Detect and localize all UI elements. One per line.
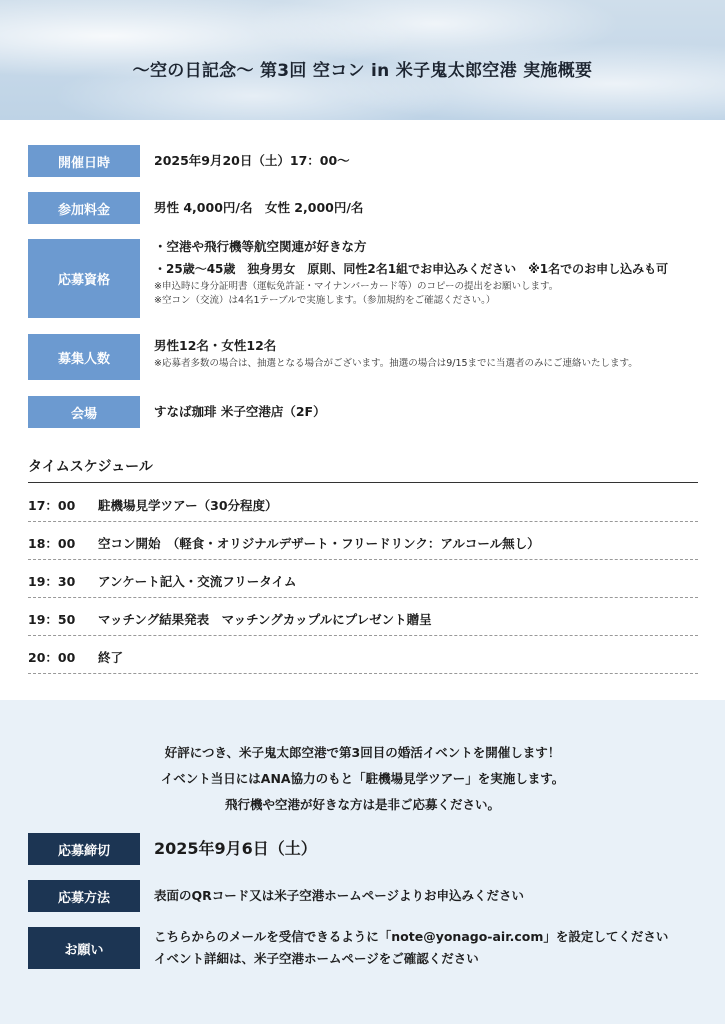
request-label: お願い <box>28 927 140 969</box>
intro-line-3: 飛行機や空港が好きな方は是非ご応募ください。 <box>224 797 500 812</box>
eligibility-value <box>154 236 668 308</box>
intro-line-2: イベント当日にはANA協力のもと「駐機場見学ツアー」を実施します。 <box>160 771 565 786</box>
schedule-time: 19：50 <box>28 612 76 627</box>
eligibility-note-1: ※申込時に身分証明書（運転免許証・マイナンバーカード等）のコピーの提出をお願いします。 <box>154 281 559 292</box>
eligibility-label: 応募資格 <box>28 239 140 318</box>
deadline-label: 応募締切 <box>28 833 140 865</box>
venue-text: すなば珈琲 米子空港店（2F） <box>154 404 326 419</box>
method-value <box>154 885 524 907</box>
capacity-text: 男性12名・女性12名 <box>154 338 277 353</box>
schedule-row <box>28 522 698 560</box>
capacity-label: 募集人数 <box>28 334 140 380</box>
info-row-capacity <box>28 334 698 380</box>
schedule-title: タイムスケジュール <box>28 459 153 475</box>
request-line-2: イベント詳細は、米子空港ホームページをご確認ください <box>154 951 479 966</box>
request-line-1: こちらからのメールを受信できるように「note@yonago-air.com」を設定してください <box>154 929 669 944</box>
request-value <box>154 926 668 970</box>
fee-label: 参加料金 <box>28 192 140 224</box>
fee-text: 男性 4,000円/名 女性 2,000円/名 <box>154 200 364 215</box>
fee-value <box>154 197 363 219</box>
venue-value <box>154 401 326 423</box>
eligibility-line-1: ・空港や飛行機等航空関連が好きな方 <box>154 239 367 254</box>
date-text: 2025年9月20日（土）17：00～ <box>154 153 350 168</box>
method-label: 応募方法 <box>28 880 140 912</box>
info-row-deadline <box>28 833 698 865</box>
schedule-time: 20：00 <box>28 650 76 665</box>
schedule-row <box>28 484 698 522</box>
intro-line-1: 好評につき、米子鬼太郎空港で第3回目の婚活イベントを開催します！ <box>164 745 561 760</box>
schedule-text: 空コン開始 （軽食・オリジナルデザート・フリードリンク：アルコール無し） <box>98 536 540 551</box>
info-row-fee <box>28 192 698 224</box>
schedule-time: 19：30 <box>28 574 76 589</box>
deadline-value <box>154 838 317 860</box>
schedule-divider <box>28 482 698 483</box>
info-row-eligibility <box>28 239 698 318</box>
schedule-text: 駐機場見学ツアー（30分程度） <box>98 498 278 513</box>
schedule-text: アンケート記入・交流フリータイム <box>98 574 297 589</box>
venue-label: 会場 <box>28 396 140 428</box>
schedule-time: 17：00 <box>28 498 76 513</box>
schedule-text: 終了 <box>98 650 124 665</box>
method-text: 表面のQRコード又は米子空港ホームページよりお申込みください <box>154 888 525 903</box>
capacity-note: ※応募者多数の場合は、抽選となる場合がございます。抽選の場合は9/15までに当選者のみにご連絡いたします。 <box>154 358 638 369</box>
page-title: ～空の日記念～ 第3回 空コン in 米子鬼太郎空港 実施概要 <box>132 61 593 81</box>
schedule-row <box>28 598 698 636</box>
header-banner <box>0 0 725 120</box>
capacity-value <box>154 335 638 371</box>
info-row-request <box>28 927 698 969</box>
info-row-date <box>28 145 698 177</box>
date-value <box>154 150 350 172</box>
info-row-method <box>28 880 698 912</box>
schedule-time: 18：00 <box>28 536 76 551</box>
info-row-venue <box>28 396 698 428</box>
eligibility-line-2: ・25歳～45歳 独身男女 原則、同性2名1組でお申込みください ※1名でのお申し込みも可 <box>154 262 669 276</box>
date-label: 開催日時 <box>28 145 140 177</box>
deadline-text: 2025年9月6日（土） <box>154 839 317 858</box>
eligibility-note-2: ※空コン（交流）は4名1テーブルで実施します。（参加規約をご確認ください。） <box>154 295 496 306</box>
intro-message <box>0 740 725 818</box>
schedule-text: マッチング結果発表 マッチングカップルにプレゼント贈呈 <box>98 612 432 627</box>
schedule-row <box>28 560 698 598</box>
schedule-row <box>28 636 698 674</box>
